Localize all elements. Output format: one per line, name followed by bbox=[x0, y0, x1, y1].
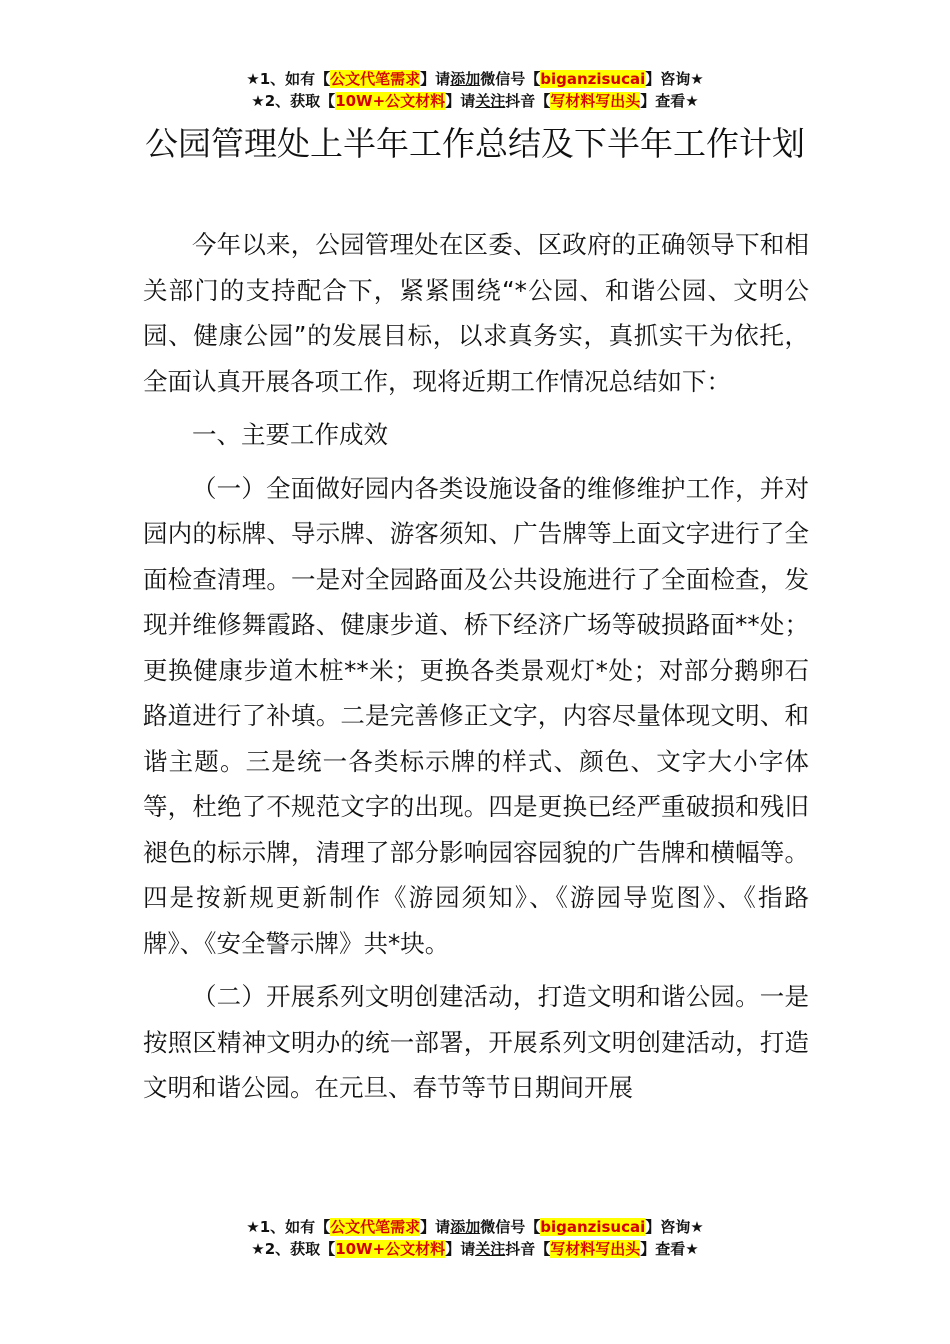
document-body bbox=[143, 222, 809, 1119]
highlight-wechat-id: biganzisucai bbox=[540, 1218, 646, 1236]
section-heading: 一、主要工作成效 bbox=[192, 420, 388, 449]
highlight-materials: 10W+公文材料 bbox=[335, 92, 446, 110]
highlight-wechat-id: biganzisucai bbox=[540, 70, 646, 88]
highlight-douyin-id: 写材料写出头 bbox=[550, 92, 641, 110]
intro-paragraph: 今年以来，公园管理处在区委、区政府的正确领导下和相关部门的支持配合下，紧紧围绕“*公园、和谐公园、文明公园、健康公园”的发展目标，以求真务实，真抓实干为依托，全面认真开展各项工作，现将近期工作情况总结如下： bbox=[143, 230, 809, 396]
body-paragraph: （二）开展系列文明创建活动，打造文明和谐公园。一是按照区精神文明办的统一部署，开展系列文明创建活动，打造文明和谐公园。在元旦、春节等节日期间开展 bbox=[143, 982, 809, 1102]
body-paragraph: （一）全面做好园内各类设施设备的维修维护工作，并对园内的标牌、导示牌、游客须知、广告牌等上面文字进行了全面检查清理。一是对全园路面及公共设施进行了全面检查，发现并维修舞霞路、健康步道、桥下经济广场等破损路面**处；更换健康步道木桩**米；更换各类景观灯*处；对部分鹅卵石路道进行了补填。二是完善修正文字，内容尽量体现文明、和谐主题。三是统一各类标示牌的样式、颜色、文字大小字体等，杜绝了不规范文字的出现。四是更换已经严重破损和残旧褪色的标示牌，清理了部分影响园容园貌的广告牌和横幅等。四是按新规更新制作《游园须知》、《游园导览图》、《指路牌》、《安全警示牌》共*块。 bbox=[143, 473, 809, 958]
highlight-service: 公文代笔需求 bbox=[330, 70, 421, 88]
highlight-service: 公文代笔需求 bbox=[330, 1218, 421, 1236]
promo-line-2: ★2、获取【10W+公文材料】请关注抖音【写材料写出头】查看★ bbox=[251, 92, 699, 110]
highlight-materials: 10W+公文材料 bbox=[335, 1240, 446, 1258]
promo-line-1: ★1、如有【公文代笔需求】请添加微信号【biganzisucai】咨询★ bbox=[246, 70, 704, 88]
promo-line-2: ★2、获取【10W+公文材料】请关注抖音【写材料写出头】查看★ bbox=[251, 1240, 699, 1258]
promo-line-1: ★1、如有【公文代笔需求】请添加微信号【biganzisucai】咨询★ bbox=[246, 1218, 704, 1236]
promo-banner-top bbox=[0, 68, 950, 112]
document-title: 公园管理处上半年工作总结及下半年工作计划 bbox=[145, 124, 805, 163]
promo-banner-bottom bbox=[0, 1216, 950, 1260]
highlight-douyin-id: 写材料写出头 bbox=[550, 1240, 641, 1258]
